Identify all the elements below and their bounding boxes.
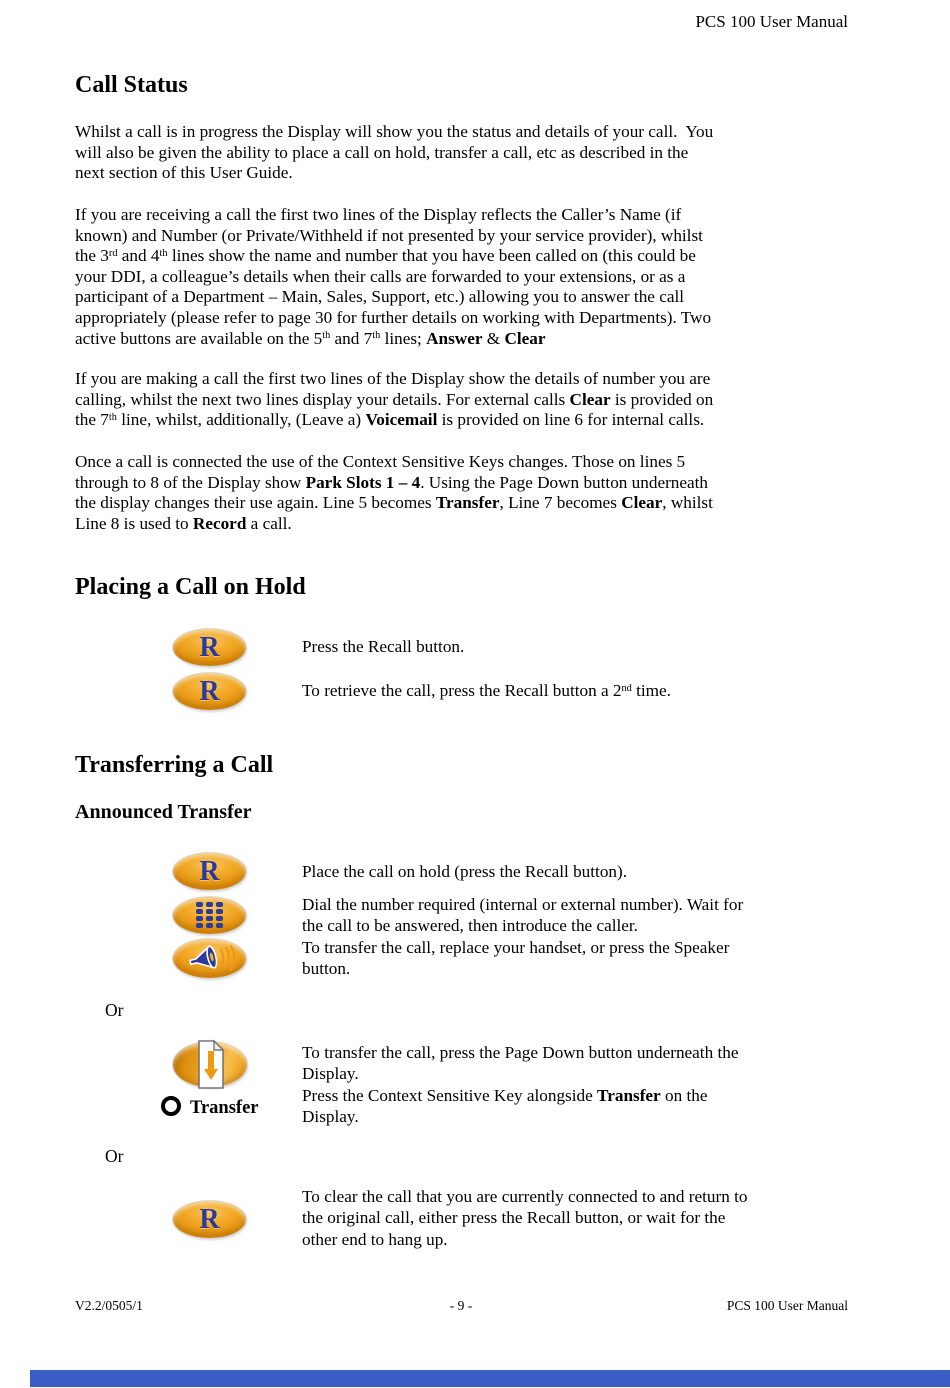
paragraph-intro: Whilst a call is in progress the Display will show you the status and details of your call. You will also be given the ability to place a call on hold, transfer a call, etc as described in the next section of this User Guide. [75, 122, 714, 183]
announced-step-3-text: To transfer the call, replace your handset, or press the Speaker button. [302, 938, 730, 979]
speaker-glyph-icon [184, 943, 236, 975]
pagedown-step-2-text: Press the Context Sensitive Key alongside Transfer on the Display. [302, 1086, 708, 1127]
hold-step-1-text: Press the Recall button. [302, 637, 465, 656]
footer-manual-title: PCS 100 User Manual [726, 1298, 848, 1313]
keypad-button-icon [173, 897, 246, 934]
paragraph-receiving-call: If you are receiving a call the first two lines of the Display reflects the Caller’s Name (if known) and Number (or Private/Withheld if not presented by your service provider), whilst the 3rd and 4th lines show the name and number that you have been called on (this could be your DDI, a colleague’s details when their calls are forwarded to your extensions, or as a participant of a Department – Main, Sales, Support, etc.) allowing you to answer the call appropriately (please refer to page 30 for further details on working with Departments). Two active buttons are available on the 5th and 7th lines; Answer & Clear [75, 205, 712, 348]
footer-page-number: - 9 - [449, 1298, 473, 1313]
recall-glyph: R [199, 631, 220, 663]
announced-step-2-text: Dial the number required (internal or external number). Wait for the call to be answered, then introduce the caller. [302, 895, 744, 936]
recall-button-icon [173, 1201, 246, 1238]
paragraph-making-call: If you are making a call the first two lines of the Display show the details of number you are calling, whilst the next two lines display your details. For external calls Clear is provided on the 7th line, whilst, additionally, (Leave a) Voicemail is provided on line 6 for internal calls. [75, 369, 714, 430]
recall-glyph: R [199, 855, 220, 887]
running-header: PCS 100 User Manual [695, 12, 848, 31]
footer-version: V2.2/0505/1 [75, 1298, 143, 1313]
section-heading-transferring-call: Transferring a Call [75, 752, 274, 778]
context-sensitive-key-transfer [161, 1096, 259, 1119]
transfer-key-label: Transfer [190, 1098, 259, 1118]
page-down-button-icon [173, 1042, 247, 1087]
clear-step-text: To clear the call that you are currently connected to and return to the original call, either press the Recall button, or wait for the other end to hang up. [302, 1187, 748, 1249]
or-separator: Or [105, 1000, 124, 1020]
recall-button-icon [173, 673, 246, 710]
or-separator: Or [105, 1146, 124, 1166]
hold-step-2-text: To retrieve the call, press the Recall button a 2nd time. [302, 681, 671, 700]
recall-glyph: R [199, 675, 220, 707]
recall-button-icon [173, 853, 246, 890]
subheading-announced-transfer: Announced Transfer [75, 801, 252, 823]
context-sensitive-key-bullet-icon [161, 1096, 181, 1116]
recall-glyph: R [199, 1203, 220, 1235]
speaker-button-icon [173, 939, 246, 978]
section-heading-call-status: Call Status [75, 72, 188, 98]
recall-button-icon [173, 629, 246, 666]
paragraph-call-connected: Once a call is connected the use of the Context Sensitive Keys changes. Those on lines 5 through to 8 of the Display show Park Slots 1 – 4. Using the Page Down button underneath the display changes their use again. Line 5 becomes Transfer, Line 7 becomes Clear, whilst Line 8 is used to Record a call. [75, 452, 713, 533]
page-down-glyph-icon [197, 1039, 225, 1090]
keypad-dots-icon [196, 902, 224, 929]
section-heading-placing-call-on-hold: Placing a Call on Hold [75, 574, 306, 600]
bottom-blue-bar [30, 1370, 950, 1387]
pagedown-step-1-text: To transfer the call, press the Page Down button underneath the Display. [302, 1043, 739, 1084]
announced-step-1-text: Place the call on hold (press the Recall button). [302, 862, 628, 881]
